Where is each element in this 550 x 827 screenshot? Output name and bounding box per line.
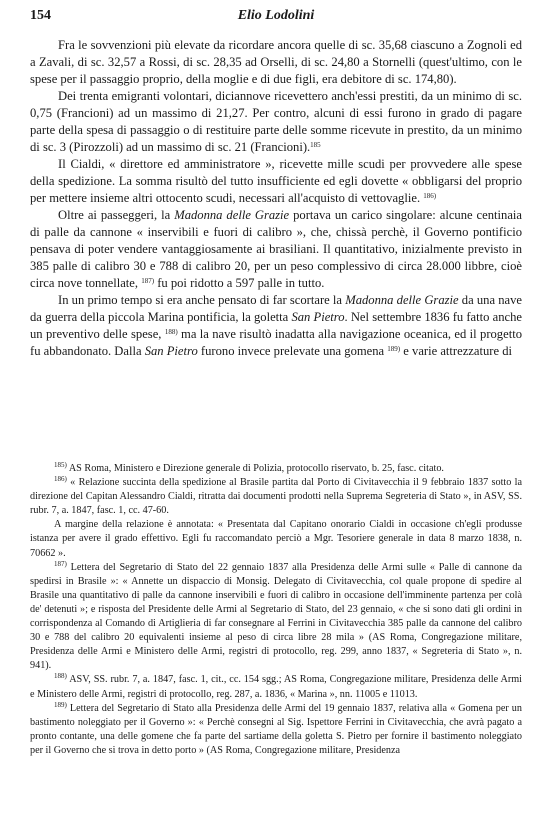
italic-text: Madonna delle Grazie xyxy=(345,293,459,307)
text-run: ASV, SS. rubr. 7, a. 1847, fasc. 1, cit., cc. 154 sgg.; AS Roma, Congregazione militare, Presidenza delle Armi e Ministero delle Armi, registri di protocollo, reg. 287, a. 1836, « Marina », nn. 11005 e 11013. xyxy=(30,674,522,700)
text-run: Dei trenta emigranti volontari, diciannove ricevettero anch'essi prestiti, da un minimo di sc. 0,75 (Francioni) ad un massimo di 21,27. Per contro, alcuni di essi furono in grado di pagare parte della spesa di passaggio o di restituire parte delle somme ricevute in prestito, da un minimo di sc. 3 (Pirozzoli) ad un massimo di sc. 21 (Francioni). xyxy=(30,89,522,154)
footnote-ref: 187) xyxy=(141,277,155,285)
running-title: Elio Lodolini xyxy=(237,8,315,23)
text-run: Oltre ai passeggeri, la xyxy=(58,208,175,222)
footnote-ref: 189) xyxy=(54,700,67,709)
text-run: da una nave da guerra della piccola Marina pontificia, la goletta xyxy=(30,293,523,324)
footnote-ref: 186) xyxy=(54,475,67,484)
body-text xyxy=(30,37,522,360)
footnote-ref: 185) xyxy=(54,461,67,469)
text-run: fu poi ridotto a 597 palle in tutto. xyxy=(154,276,325,290)
text-run: ma la nave risultò inadatta alla navigazione oceanica, ed il progetto fu abbandonato. Dalla xyxy=(30,327,522,358)
text-run: A margine della relazione è annotata: « Presentata dal Capitano onorario Cialdi in occasione ch'egli produsse istanza per avere il grado effettivo. Egli fu raccomandato perciò a Mgr. Tesoriere generale in data 8 marzo 1838, n. 70662 ». xyxy=(30,519,522,559)
text-run: Lettera del Segretario di Stato alla Presidenza delle Armi del 19 gennaio 1837, relativa alla « Gomena per un bastimento noleggiato per il Governo »: « Perchè consegni al Sig. Ispettore Ferrini in Civitavecchia, che avrà pagato a pronto contante, una delle gomene che fa parte del sartiame della goletta S. Pietro per fornire il bastimento noleggiato per il Governo che si trova in detto porto » (AS Roma, Congregazione militare, Presidenza xyxy=(30,702,522,756)
text-run: « Relazione succinta della spedizione al Brasile partita dal Porto di Civitavecchia il 9 febbraio 1837 sotto la direzione del Capitan Alessandro Cialdi, ritratta dai documenti prodotti nella Suprema Segreteria di Stato », in ASV, SS. rubr. 7, a. 1847, fasc. 1, cc. 47-60. xyxy=(30,477,522,517)
italic-text: Madonna delle Grazie xyxy=(174,208,290,222)
footnote xyxy=(30,462,522,476)
page-number: 154 xyxy=(30,8,51,23)
footnote-ref: 187) xyxy=(54,559,67,568)
paragraph xyxy=(30,156,522,207)
text-run: Fra le sovvenzioni più elevate da ricordare ancora quelle di sc. 35,68 ciascuno a Zognoli ed a Zavali, di sc. 32,57 a Rossi, di sc. 28,35 ad Orselli, di sc. 24,80 a Stornelli (quest'ultimo, con le spese per il passaggio proprio, della moglie e di due figli, era debitore di sc. 174,80). xyxy=(30,38,522,86)
italic-text: San Pietro xyxy=(291,310,345,324)
footnote xyxy=(30,561,522,674)
footnote-ref: 188) xyxy=(54,672,67,681)
footnote-ref: 186) xyxy=(423,192,437,200)
text-run: In un primo tempo si era anche pensato di far scortare la xyxy=(58,293,346,307)
text-run: Lettera del Segretario di Stato del 22 gennaio 1837 alla Presidenza delle Armi sulle « Palle di cannone da spedirsi in Brasile »: « Annette un dispaccio di Monsig. Delegato di Civitavecchia, col quale propone di spedire al Brasile una quantitativo di palle da cannone inservibili e fuori di calibro in occasione dell'imminente partenza per colà de' detenuti »; e risposta del Presidente delle Armi al Segretario di Stato, del 23 gennaio, « che si sono dati gli ordini in corrispondenza al Comando di Artiglieria di far consegnare al Ferrini in Civitavecchia 385 palle da cannone del calibro 30 e 788 del calibro 20 equivalenti insieme al peso di circa libre 28 mila » (AS Roma, Congregazione militare, Presidenza delle Armi e Ministero delle Armi, registri di protocollo, reg. 299, anno 1837, « Segreteria di Stato », n. 941). xyxy=(30,561,522,672)
text-run: AS Roma, Ministero e Direzione generale di Polizia, protocollo riservato, b. 25, fasc. citato. xyxy=(66,463,444,474)
paragraph xyxy=(30,88,522,156)
footnote-ref: 189) xyxy=(387,345,401,353)
footnote-ref: 188) xyxy=(164,328,178,336)
text-run: Il Cialdi, « direttore ed amministratore », ricevette mille scudi per provvedere alle spese della spedizione. La somma risultò del tutto insufficiente ed egli dovette « obbligarsi del proprio per mettere insieme altri ottocento scudi, necessari all'acquisto di vettovaglie. xyxy=(30,157,522,205)
paragraph xyxy=(30,292,522,360)
text-run: . Nel settembre 1836 fu fatto anche un preventivo delle spese, xyxy=(30,310,522,341)
footnote xyxy=(30,518,522,560)
footnote xyxy=(30,702,522,758)
footnote-ref: 185 xyxy=(310,141,321,149)
italic-text: San Pietro xyxy=(144,344,198,358)
text-run: e varie attrezzature di xyxy=(400,344,513,358)
footnote xyxy=(30,673,522,701)
text-run: furono invece prelevate una gomena xyxy=(197,344,388,358)
footnotes xyxy=(30,462,522,758)
text-run: portava un carico singolare: alcune centinaia di palle da cannone « inservibili e fuori di calibro », che, chissà perchè, il Governo pontificio pensava di poter vendere vantaggiosamente ai brasiliani. Il quantitativo, inizialmente previsto in 385 palle di calibro 30 e 788 di calibro 20, per un peso complessivo di circa 28.000 libbre, cioè circa nove tonnellate, xyxy=(30,208,523,290)
paragraph xyxy=(30,37,522,88)
paragraph xyxy=(30,207,522,292)
page-header xyxy=(30,8,522,28)
footnote xyxy=(30,476,522,518)
